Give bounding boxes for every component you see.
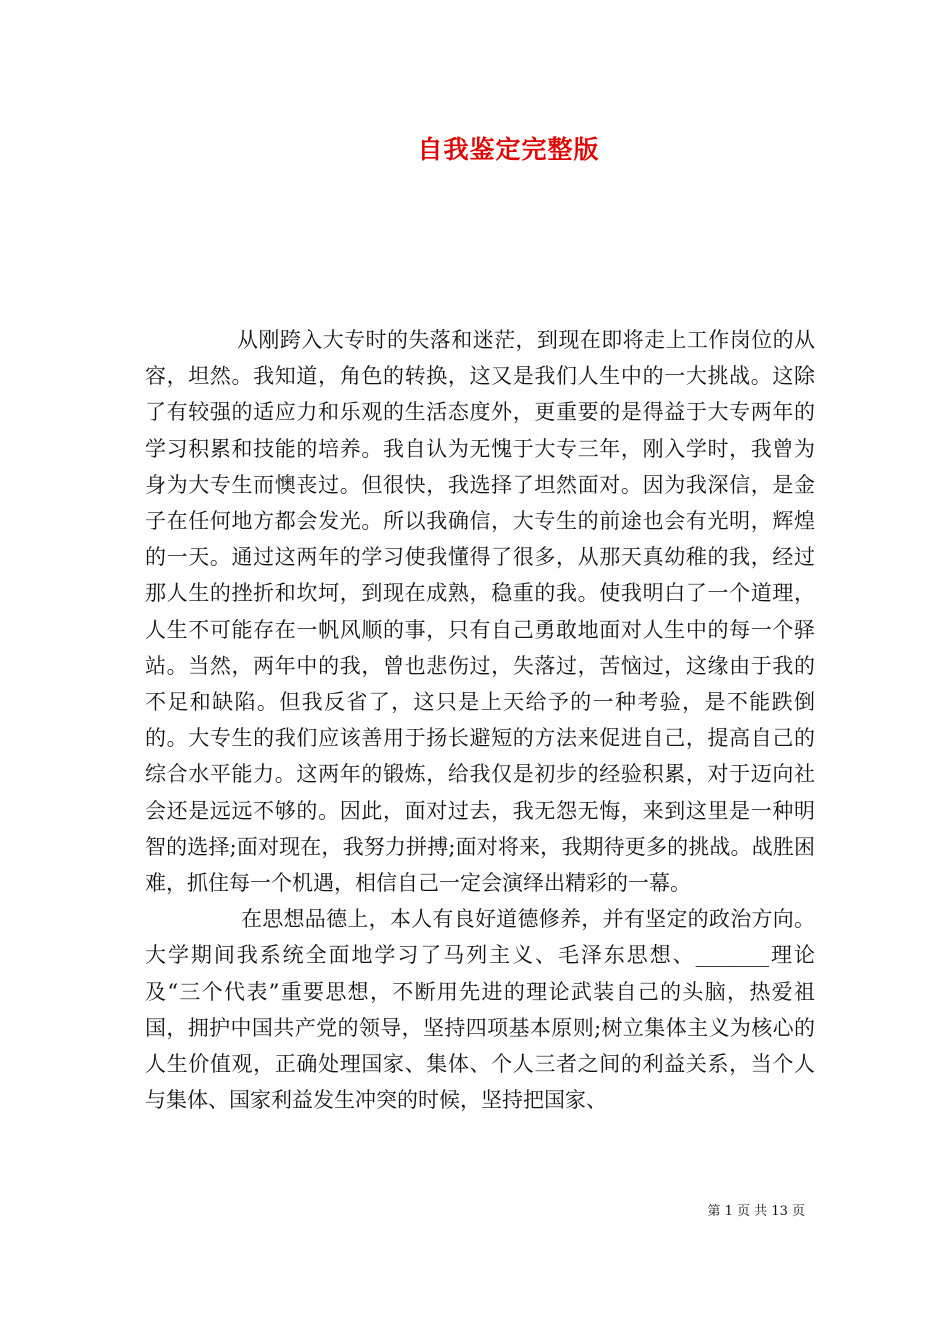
page-number-footer: 第 1 页 共 13 页 — [707, 1204, 805, 1219]
paragraph-1: 从刚跨入大专时的失落和迷茫，到现在即将走上工作岗位的从容，坦然。我知道，角色的转换，这又是我们人生中的一大挑战。这除了有较强的适应力和乐观的生活态度外，更重要的是得益于大专两年的学习积累和技能的培养。我自认为无愧于大专三年，刚入学时，我曾为身为大专生而懊丧过。但很快，我选择了坦然面对。因为我深信，是金子在任何地方都会发光。所以我确信，大专生的前途也会有光明，辉煌的一天。通过这两年的学习使我懂得了很多，从那天真幼稚的我，经过那人生的挫折和坎坷，到现在成熟，稳重的我。使我明白了一个道理，人生不可能存在一帆风顺的事，只有自己勇敢地面对人生中的每一个驿站。当然，两年中的我，曾也悲伤过，失落过，苦恼过，这缘由于我的不足和缺陷。但我反省了，这只是上天给予的一种考验，是不能跌倒的。大专生的我们应该善用于扬长避短的方法来促进自己，提高自己的综合水平能力。这两年的锻炼，给我仅是初步的经验积累，对于迈向社会还是远远不够的。因此，面对过去，我无怨无悔，来到这里是一种明智的选择;面对现在，我努力拼搏;面对将来，我期待更多的挑战。战胜困难，抓住每一个机遇，相信自己一定会演绎出精彩的一幕。 — [145, 328, 815, 896]
document-body — [145, 322, 815, 1118]
paragraph-2: 在思想品德上，本人有良好道德修养，并有坚定的政治方向。大学期间我系统全面地学习了马列主义、毛泽东思想、_______理论及“三个代表”重要思想，不断用先进的理论武装自己的头脑，热爱祖国，拥护中国共产党的领导，坚持四项基本原则;树立集体主义为核心的人生价值观，正确处理国家、集体、个人三者之间的利益关系，当个人与集体、国家利益发生冲突的时候，坚持把国家、 — [145, 907, 815, 1113]
document-title: 自我鉴定完整版 — [417, 135, 600, 164]
